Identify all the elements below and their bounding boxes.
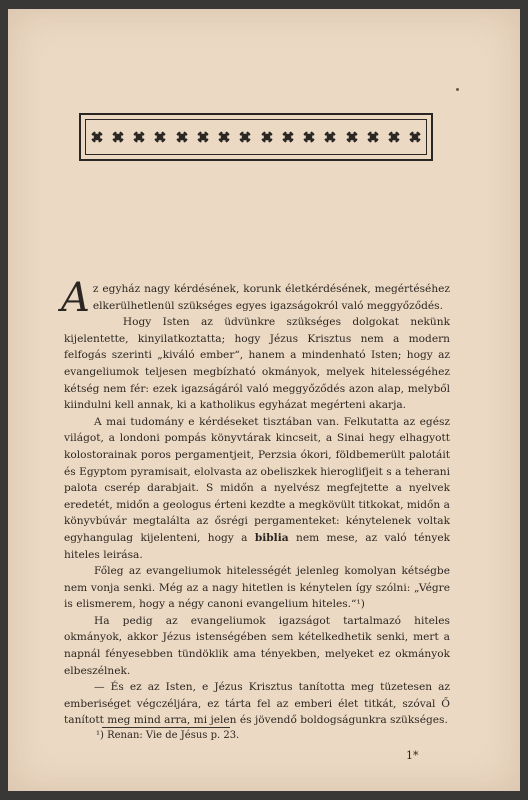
ornament-pattern bbox=[85, 119, 427, 155]
paragraph-4: Főleg az evangeliumok hitelességét jelenleg komolyan kétségbe nem vonja senki. Még az a nagy hitetlen is kénytelen így szólni: „Végre is elismerem, hogy a négy canoni evangelium hiteles.“¹) bbox=[64, 565, 450, 611]
decorative-header-border bbox=[79, 113, 433, 161]
document-page bbox=[8, 9, 520, 791]
paragraph-3: A mai tudomány e kérdéseket tisztában van. Felkutatta az egész világot, a londoni pompás könyvtárak kincseit, a Sinai hegy elhagyott kolostorainak poros pergamentjeit, Perzsia ókori, földbemerült palotáit és Egyptom pyramisait, elolvasta az obeliszkek hieroglifjeit s a teherani palota cserép darabjait. S midőn a nyelvész megfejtette a nyelvek eredetét, midőn a geologus érteni kezdte a megkövült titkokat, midőn a könyvbúvár megtalálta az ősrégi pergamenteket: kénytelenek voltak egyhangulag kijelenteni, hogy a biblia nem mese, az való tények hiteles leirása. bbox=[64, 415, 451, 561]
body-text bbox=[61, 275, 451, 729]
paragraph-6: — És ez az Isten, e Jézus Krisztus tanította meg tüzetesen az emberiséget végczéljára, ez tárta fel az emberi élet titkát, szóval Ő tanított meg mind arra, mi jelen és jövendő boldogságunkra szükséges. bbox=[64, 681, 450, 727]
footnote: ¹) Renan: Vie de Jésus p. 23. bbox=[96, 730, 240, 741]
ink-speck bbox=[456, 88, 459, 91]
paragraph-5: Ha pedig az evangeliumok igazságot tartalmazó hiteles okmányok, akkor Jézus istenségében sem kételkedhetik senki, mert a napnál fényesebben tündöklik ama tényekben, melyeket ez okmányok elbeszélnek. bbox=[64, 614, 450, 677]
drop-cap: A bbox=[61, 275, 90, 321]
printer-signature-mark: 1* bbox=[406, 749, 419, 762]
paragraph-2: Hogy Isten az üdvünkre szükséges dolgokat nekünk kijelentette, kinyilatkoztatta; hogy Jézus Krisztus nem a modern felfogás szerinti „kiváló ember“, hanem a mindenható Isten; hogy az evangeliumok teljesen megbízható okmányok, melyek hitelességéhez kétség nem fér: ezek igazságáról való meggyőződés azon alap, melyből kiindulni kell annak, ki a katholikus egyházat megérteni akarja. bbox=[64, 316, 450, 412]
paragraph-1: Az egyház nagy kérdésének, korunk életkérdésének, megértéséhez elkerülhetlenül szükséges egyes igazságokról való meggyőződés. bbox=[61, 275, 450, 321]
bold-word: biblia bbox=[254, 531, 289, 544]
footnote-divider bbox=[102, 727, 230, 728]
